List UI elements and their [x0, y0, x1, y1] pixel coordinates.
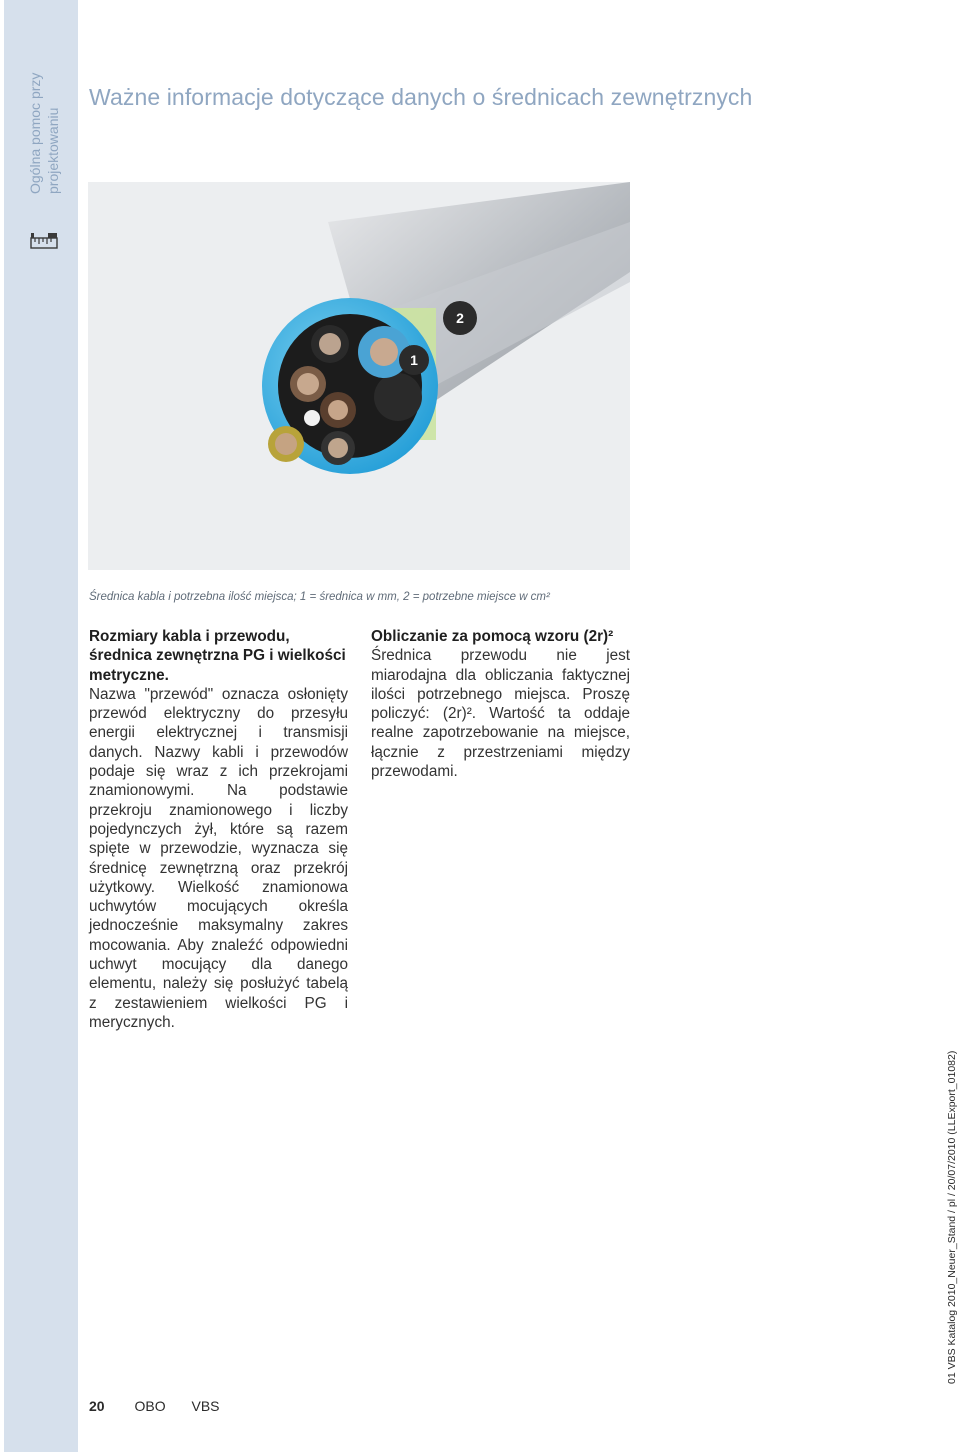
- marker-1-label: 1: [410, 352, 418, 368]
- left-column-body: Nazwa "przewód" oznacza osłonięty przewód elektryczny do przesyłu energii elektrycznej i transmisji danych. Nazwy kabli i przewodów podaje się wraz z ich przekrojami znamionowymi. Na podstawie przekroju znamionowego i liczby pojedynczych żył, które są razem spięte w przewodzie, wyznacza się średnicę zewnętrzną oraz przekrój użytkowy. Wielkość znamionowa uchwytów mocujących określa jednocześnie maksymalny zakres mocowania. Aby znaleźć odpowiedni uchwyt mocujący dla danego elementu, należy się posłużyć tabelą z zestawieniem wielkości PG i merycznych.: [89, 685, 348, 1031]
- right-column: [371, 627, 630, 781]
- page-number: 20: [89, 1398, 105, 1414]
- left-column: [89, 627, 348, 1032]
- right-column-body: Średnica przewodu nie jest miarodajna dla obliczania faktycznej ilości potrzebnego miejsca. Proszę policzyć: (2r)². Wartość ta oddaje realne zapotrzebowanie na miejsce, łącznie z przestrzeniami między przewodami.: [371, 647, 630, 781]
- sidebar-band: [4, 0, 78, 1452]
- page-footer: [89, 1398, 242, 1414]
- cable-cross-section-photo: [88, 182, 630, 570]
- ruler-measuring-icon: [30, 232, 60, 250]
- footer-brand: OBO: [134, 1398, 166, 1414]
- figure-caption: Średnica kabla i potrzebna ilość miejsca; 1 = średnica w mm, 2 = potrzebne miejsce w cm²: [89, 591, 550, 603]
- footer-catalog: VBS: [191, 1398, 220, 1414]
- print-job-id: 01 VBS Katalog 2010_Neuer_Stand / pl / 20/07/2010 (LLExport_01082): [946, 1050, 958, 1384]
- sidebar-section-title: Ogólna pomoc przy projektowaniu: [27, 72, 61, 194]
- left-column-heading: Rozmiary kabla i przewodu, średnica zewnętrzna PG i wielkości metryczne.: [89, 628, 346, 684]
- page-title: Ważne informacje dotyczące danych o średnicach zewnętrznych: [89, 84, 753, 110]
- marker-2-label: 2: [456, 310, 464, 326]
- right-column-heading: Obliczanie za pomocą wzoru (2r)²: [371, 628, 614, 645]
